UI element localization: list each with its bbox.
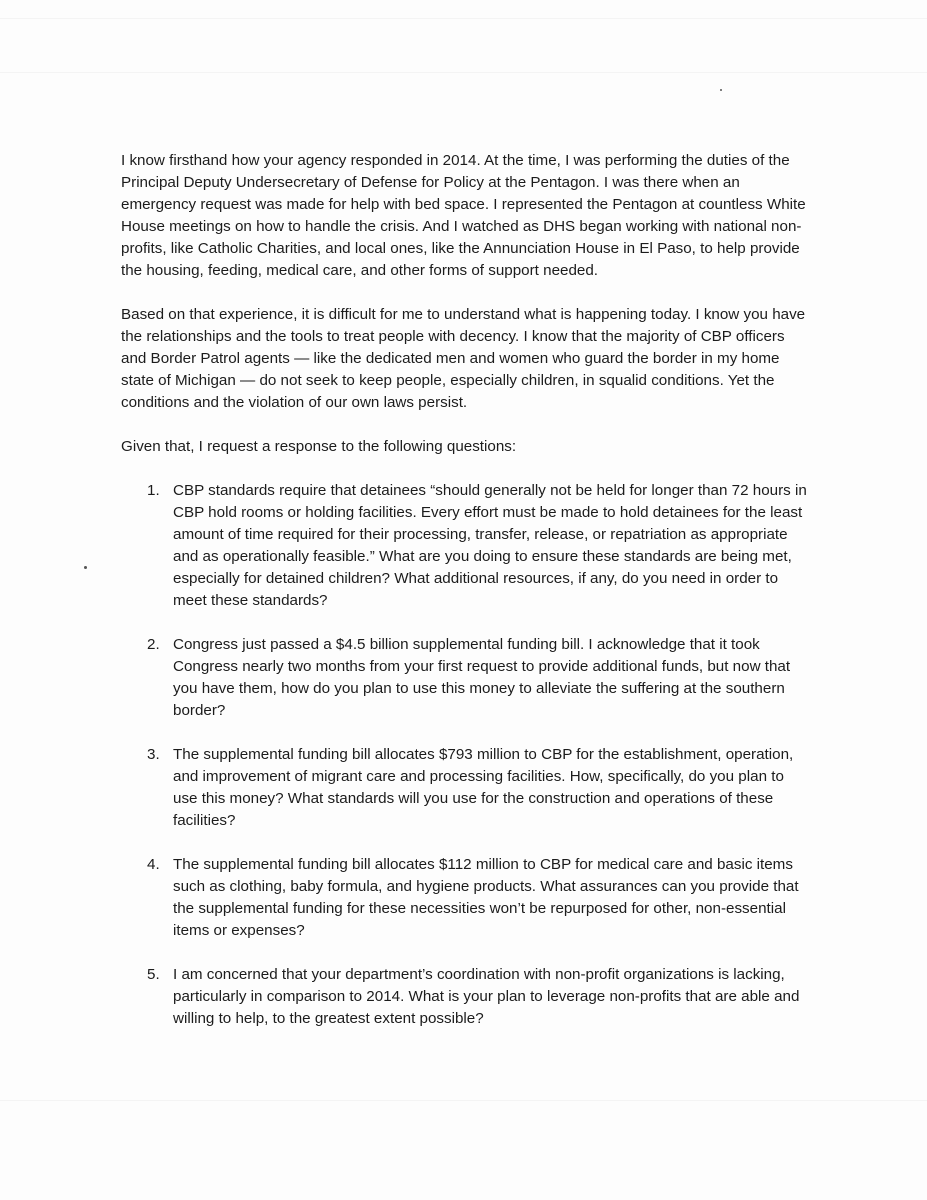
scan-artifact [0, 1100, 927, 1101]
question-item [121, 744, 811, 832]
question-number: 5. [147, 966, 160, 983]
question-number: 4. [147, 856, 160, 873]
question-number: 2. [147, 636, 160, 653]
question-item [121, 964, 811, 1030]
question-number: 3. [147, 746, 160, 763]
question-text: The supplemental funding bill allocates $112 million to CBP for medical care and basic items such as clothing, baby formula, and hygiene products. What assurances can you provide that the supplemental funding for these necessities won’t be repurposed for other, non-essential items or expenses? [173, 856, 799, 939]
scan-artifact [0, 72, 927, 73]
question-number: 1. [147, 482, 160, 499]
question-text: I am concerned that your department’s coordination with non-profit organizations is lacking, particularly in comparison to 2014. What is your plan to leverage non-profits that are able and willing to help, to the greatest extent possible? [173, 966, 800, 1027]
question-text: Congress just passed a $4.5 billion supplemental funding bill. I acknowledge that it took Congress nearly two months from your first request to provide additional funds, but now that you have them, how do you plan to use this money to alleviate the suffering at the southern border? [173, 636, 791, 719]
question-text: The supplemental funding bill allocates $793 million to CBP for the establishment, operation, and improvement of migrant care and processing facilities. How, specifically, do you plan to use this money? What standards will you use for the construction and operations of these facilities? [173, 746, 794, 829]
question-item [121, 634, 811, 722]
scan-speck [720, 89, 722, 91]
scan-speck [84, 566, 87, 569]
paragraph-current-situation: Based on that experience, it is difficult for me to understand what is happening today. I know you have the relationships and the tools to treat people with decency. I know that the majority of CBP officers and Border Patrol agents — like the dedicated men and women who guard the border in my home state of Michigan — do not seek to keep people, especially children, in squalid conditions. Yet the conditions and the violation of our own laws persist. [121, 306, 806, 411]
paragraph-2014-response: I know firsthand how your agency responded in 2014. At the time, I was performing the duties of the Principal Deputy Undersecretary of Defense for Policy at the Pentagon. I was there when an emergency request was made for help with bed space. I represented the Pentagon at countless White House meetings on how to handle the crisis. And I watched as DHS began working with national non-profits, like Catholic Charities, and local ones, like the Annunciation House in El Paso, to help provide the housing, feeding, medical care, and other forms of support needed. [121, 152, 806, 279]
paragraph-request-intro: Given that, I request a response to the following questions: [121, 438, 517, 455]
question-item [121, 480, 811, 612]
questions-list [121, 480, 811, 1030]
letter-body [121, 150, 811, 1052]
question-text: CBP standards require that detainees “should generally not be held for longer than 72 hours in CBP hold rooms or holding facilities. Every effort must be made to hold detainees for the least amount of time required for their processing, transfer, release, or repatriation as appropriate and as operationally feasible.” What are you doing to ensure these standards are being met, especially for detained children? What additional resources, if any, do you need in order to meet these standards? [173, 482, 807, 609]
scan-artifact [0, 18, 927, 19]
question-item [121, 854, 811, 942]
